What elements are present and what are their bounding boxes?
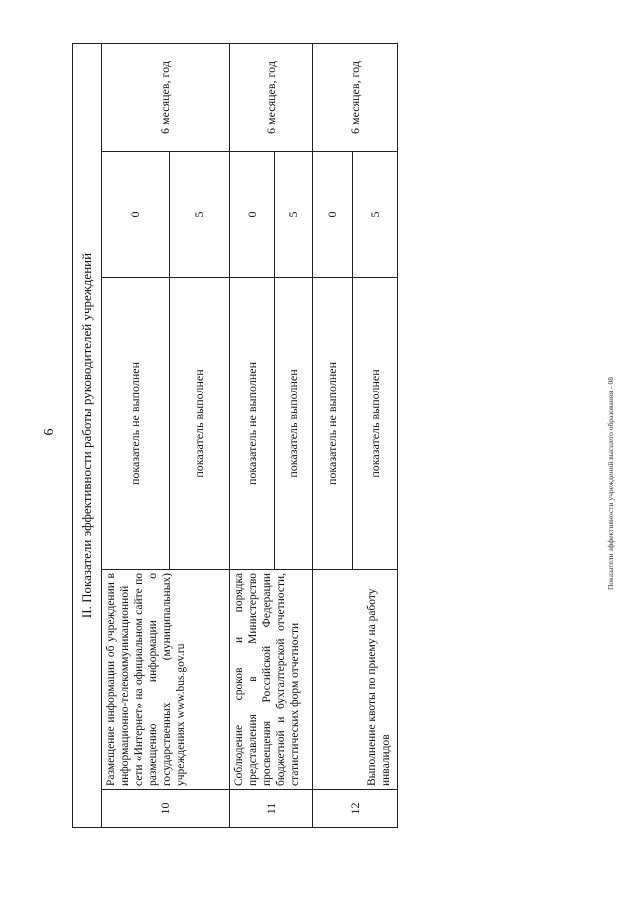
score-cell: 0 (313, 152, 353, 278)
table-row (313, 43, 353, 827)
section-title: II. Показатели эффективности работы руководителей учреждений (73, 43, 102, 827)
score-cell: 5 (275, 152, 313, 278)
criterion-cell: Выполнение квоты по приему на работу инвалидов (313, 570, 398, 790)
score-cell: 0 (230, 152, 275, 278)
condition-cell: показатель выполнен (275, 278, 313, 570)
condition-cell: показатель не выполнен (313, 278, 353, 570)
condition-cell: показатель не выполнен (102, 278, 170, 570)
period-cell: 6 месяцев, год (230, 43, 313, 151)
score-cell: 0 (102, 152, 170, 278)
criterion-cell: Размещение информации об учреждении в информационно-телекоммуникационной сети «Интернет» на официальном сайте по размещению информации о государственных (муниципальных) учреждениях www.bus.gov.ru (102, 570, 230, 790)
efficiency-table (72, 43, 398, 828)
score-cell: 5 (170, 152, 230, 278)
condition-cell: показатель выполнен (353, 278, 398, 570)
section-header-row (73, 43, 102, 827)
period-cell: 6 месяцев, год (102, 43, 230, 151)
row-number: 10 (102, 790, 230, 828)
page-number: 6 (42, 428, 57, 436)
rotated-table-wrapper (72, 44, 396, 828)
condition-cell: показатель выполнен (170, 278, 230, 570)
score-cell: 5 (353, 152, 398, 278)
footer-note: Показатели эффективности учреждений высшего образования - 08 (606, 376, 615, 590)
period-cell: 6 месяцев, год (313, 43, 398, 151)
row-number: 11 (230, 790, 313, 828)
condition-cell: показатель не выполнен (230, 278, 275, 570)
criterion-cell: Соблюдение сроков и порядка представления в Министерство просвещения Российской Федерации бюджетной и бухгалтерской отчетности, статистических форм отчетности (230, 570, 313, 790)
table-row (102, 43, 170, 827)
row-number: 12 (313, 790, 398, 828)
table-row (230, 43, 275, 827)
